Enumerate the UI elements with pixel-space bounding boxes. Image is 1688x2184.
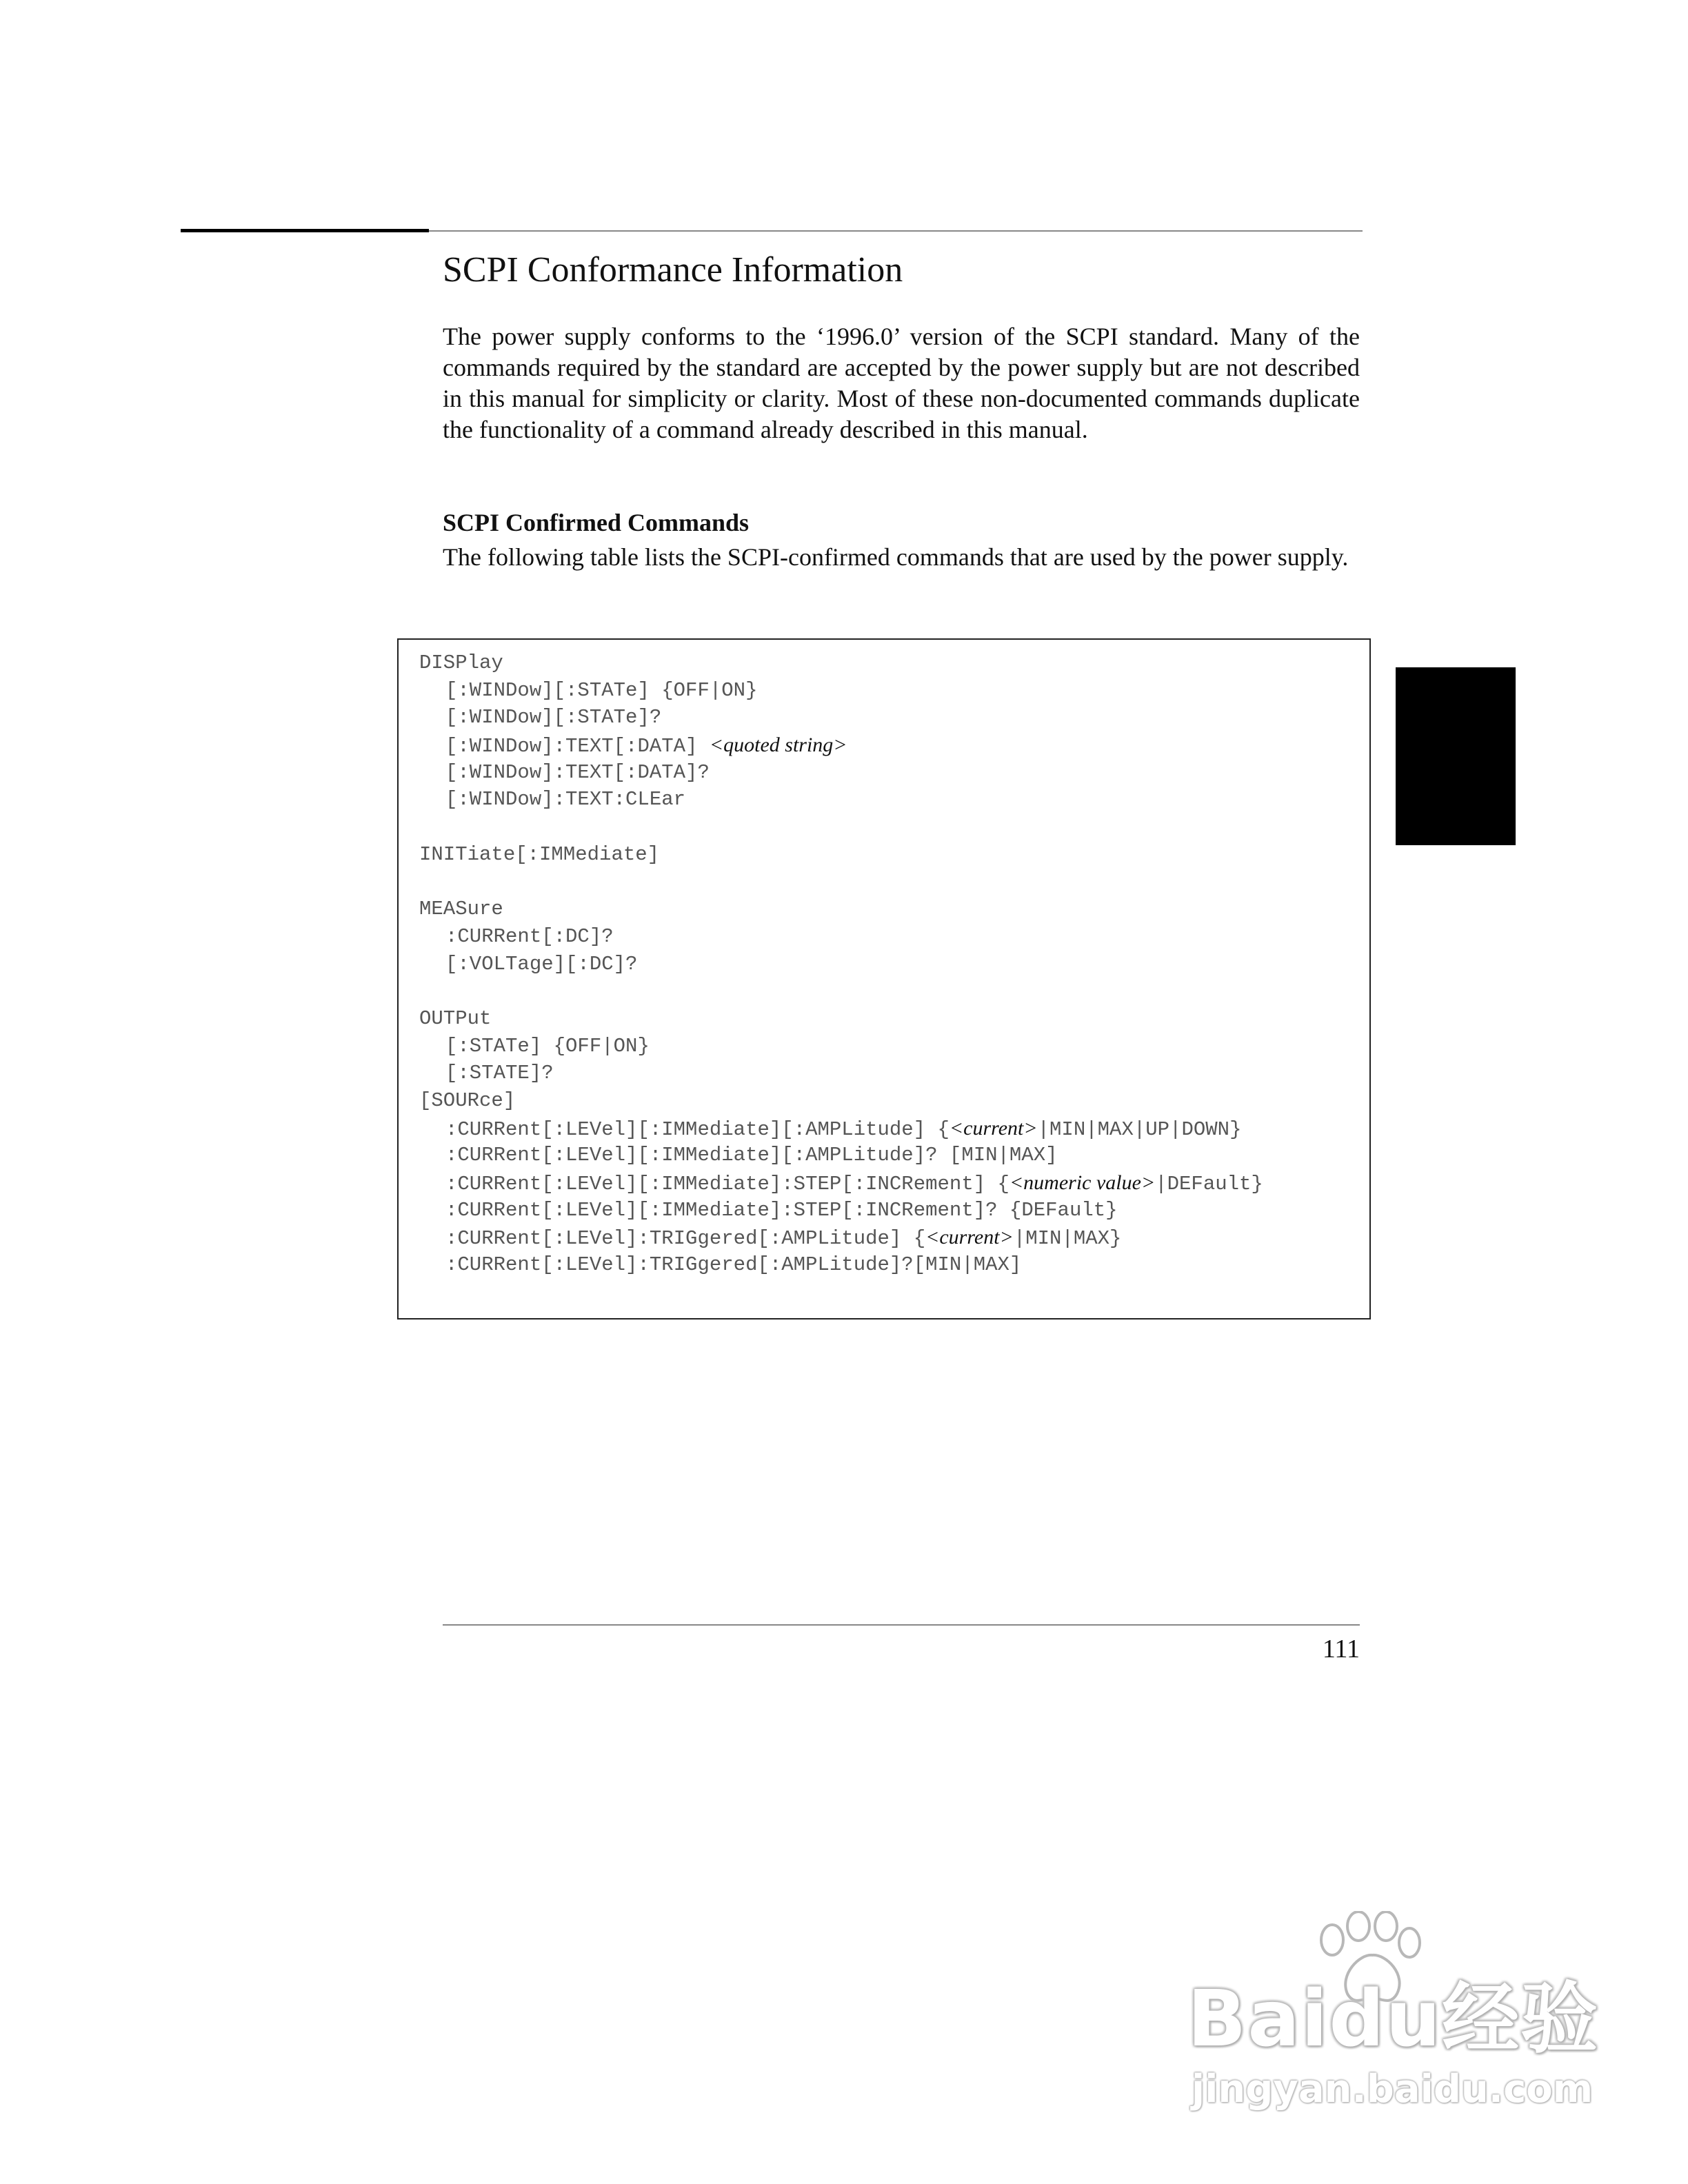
chapter-thumb-tab: [1396, 667, 1516, 845]
command-root-display: DISPlay: [419, 651, 503, 674]
command-root-output: OUTPut: [419, 1007, 492, 1030]
command-text: |MIN|MAX}: [1013, 1227, 1122, 1251]
command-display-text-query: [:WINDow]:TEXT[:DATA]?: [445, 760, 710, 784]
command-text: :CURRent[:LEVel][:IMMediate]:STEP[:INCRement] {: [445, 1173, 1009, 1196]
command-source-step-query: :CURRent[:LEVel][:IMMediate]:STEP[:INCRement]? {DEFault}: [445, 1198, 1118, 1222]
command-text: [:WINDow]:TEXT[:DATA]: [445, 735, 710, 758]
command-source-triggered-set: [419, 1224, 1263, 1251]
command-display-state-set: [:WINDow][:STATe] {OFF|ON}: [445, 678, 758, 702]
command-root-measure: MEASure: [419, 898, 503, 921]
command-text: |MIN|MAX|UP|DOWN}: [1037, 1118, 1242, 1141]
watermark-url: jingyan.baidu.com: [1192, 2067, 1594, 2112]
command-root-initiate: INITiate[:IMMediate]: [419, 842, 660, 866]
command-measure-voltage: [:VOLTage][:DC]?: [445, 952, 638, 975]
command-display-text-data: [419, 731, 1263, 759]
command-table: [397, 638, 1371, 1320]
command-parameter: <quoted string>: [709, 734, 847, 757]
command-list: [419, 649, 1263, 1279]
command-text: :CURRent[:LEVel][:IMMediate][:AMPLitude] {: [445, 1118, 950, 1141]
command-root-source: [SOURce]: [419, 1089, 516, 1112]
footer-rule: [443, 1624, 1360, 1626]
header-rule-thin: [429, 230, 1363, 232]
intro-paragraph: The power supply conforms to the ‘1996.0’ version of the SCPI standard. Many of the commands required by the standard are accepted by the power supply but are not described in this manual for simplicity or clarity. Most of these non-documented commands duplicate the functionality of a command already described in this manual.: [443, 323, 1360, 443]
page-number: 111: [1322, 1635, 1360, 1664]
section-title: SCPI Conformance Information: [443, 250, 903, 290]
command-spacer: [419, 813, 1263, 841]
command-text: :CURRent[:LEVel]:TRIGgered[:AMPLitude] {: [445, 1227, 926, 1251]
subsection-paragraph: The following table lists the SCPI-confirmed commands that are used by the power supply.: [443, 543, 1349, 571]
command-spacer: [419, 978, 1263, 1005]
command-display-text-clear: [:WINDow]:TEXT:CLEar: [445, 788, 686, 811]
command-source-step-set: [419, 1169, 1263, 1197]
command-text: |DEFault}: [1155, 1173, 1263, 1196]
watermark-brand: Baidu经验: [1187, 1974, 1600, 2064]
command-display-state-query: [:WINDow][:STATe]?: [445, 706, 662, 729]
command-parameter: <current>: [925, 1226, 1014, 1249]
command-output-state-query: [:STATE]?: [445, 1062, 554, 1085]
command-output-state-set: [:STATe] {OFF|ON}: [445, 1034, 650, 1058]
command-spacer: [419, 869, 1263, 896]
command-parameter: <numeric value>: [1009, 1171, 1156, 1195]
command-parameter: <current>: [949, 1116, 1038, 1140]
watermark: [1187, 1911, 1600, 2118]
command-source-triggered-query: :CURRent[:LEVel]:TRIGgered[:AMPLitude]?[MIN|MAX]: [445, 1253, 1022, 1277]
command-source-amplitude-query: :CURRent[:LEVel][:IMMediate][:AMPLitude]? [MIN|MAX]: [445, 1144, 1058, 1167]
header-rule-thick: [181, 229, 429, 232]
subsection-title: SCPI Confirmed Commands: [443, 509, 750, 536]
command-measure-current: :CURRent[:DC]?: [445, 924, 614, 948]
command-source-amplitude-set: [419, 1115, 1263, 1142]
